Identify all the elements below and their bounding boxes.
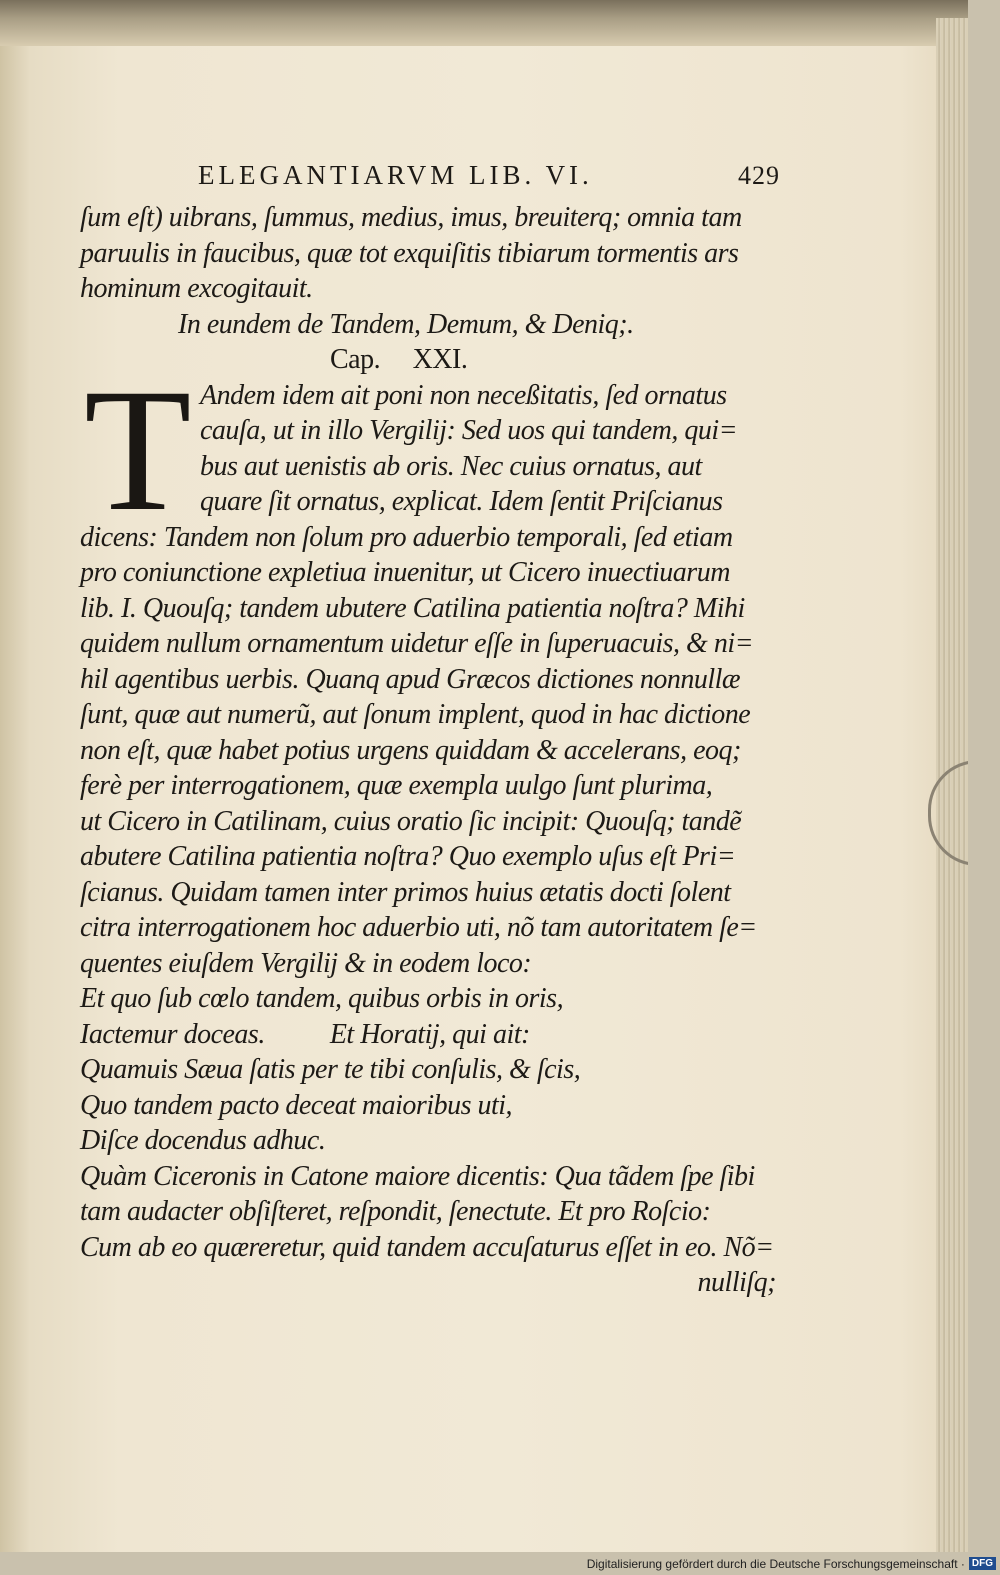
book-clasp [928, 760, 968, 866]
text-line: quare ſit ornatus, explicat. Idem ſentit Priſcianus [200, 486, 723, 517]
chapter-heading: In eundem de Tandem, Demum, & Deniq;. [178, 308, 634, 340]
text-line: Cum ab eo quæreretur, quid tandem accuſaturus eſſet in eo. Nõ= [80, 1231, 774, 1263]
page-top-shadow [0, 0, 968, 46]
running-head: ELEGANTIARVM LIB. VI. [198, 160, 593, 190]
text-line: ferè per interrogationem, quæ exempla uulgo ſunt plurima, [80, 770, 713, 801]
catchword: nulliſq; [697, 1267, 776, 1298]
dfg-logo: DFG [969, 1557, 996, 1570]
verse-line: Diſce docendus adhuc. [80, 1125, 326, 1156]
text-line: citra interrogationem hoc aduerbio uti, nõ tam autoritatem ſe= [80, 912, 757, 943]
text-line: cauſa, ut in illo Vergilij: Sed uos qui tandem, qui= [200, 415, 738, 446]
digitization-credit [587, 1552, 996, 1575]
text-line: tam audacter obſiſteret, reſpondit, ſenectute. Et pro Roſcio: [80, 1196, 711, 1227]
text-line: hominum excogitauit. [80, 273, 313, 304]
text-line: quidem nullum ornamentum uidetur eſſe in ſuperuacuis, & ni= [80, 628, 753, 659]
chapter-number: Cap. XXI. [330, 344, 468, 375]
text-line: ſcianus. Quidam tamen inter primos huius ætatis docti ſolent [80, 876, 731, 908]
text-line: dicens: Tandem non ſolum pro aduerbio temporali, ſed etiam [80, 521, 733, 553]
verse-line: Et quo ſub cœlo tandem, quibus orbis in oris, [80, 983, 564, 1014]
text-line: quentes eiuſdem Vergilij & in eodem loco: [80, 947, 532, 979]
text-line: Quàm Ciceronis in Catone maiore dicentis: Qua tãdem ſpe ſibi [80, 1160, 755, 1192]
verse-line: Iactemur doceas. Et Horatij, qui ait: [80, 1018, 530, 1050]
drop-cap: T [84, 352, 192, 548]
text-line: ut Cicero in Catilinam, cuius oratio ſic incipit: Quouſq; tandẽ [80, 805, 742, 837]
text-line: non eſt, quæ habet potius urgens quiddam & accelerans, eoq; [80, 734, 741, 766]
text-line: ſunt, quæ aut numerũ, aut ſonum implent, quod in hac dictione [80, 699, 751, 730]
text-line: paruulis in faucibus, quæ tot exquiſitis tibiarum tormentis ars [80, 237, 739, 269]
page-header [80, 160, 780, 200]
text-line: Andem idem ait poni non neceßitatis, ſed ornatus [200, 379, 727, 411]
verse-line: Quo tandem pacto deceat maioribus uti, [80, 1089, 513, 1121]
credit-text: Digitalisierung gefördert durch die Deutsche Forschungsgemeinschaft · [586, 1556, 965, 1571]
text-line: abutere Catilina patientia noſtra? Quo exemplo uſus eſt Pri= [80, 841, 736, 872]
text-line: hil agentibus uerbis. Quanq apud Græcos dictiones nonnullæ [80, 663, 741, 695]
page-text [80, 160, 780, 1301]
page-number: 429 [738, 161, 780, 190]
text-line: lib. I. Quouſq; tandem ubutere Catilina patientia noſtra? Mihi [80, 592, 745, 624]
text-line: ſum eſt) uibrans, ſummus, medius, imus, breuiterq; omnia tam [80, 202, 742, 233]
text-line: pro coniunctione expletiua inuenitur, ut Cicero inuectiuarum [80, 557, 730, 588]
verse-line: Quamuis Sæua ſatis per te tibi conſulis, & ſcis, [80, 1054, 581, 1085]
text-line: bus aut uenistis ab oris. Nec cuius ornatus, aut [200, 450, 702, 482]
